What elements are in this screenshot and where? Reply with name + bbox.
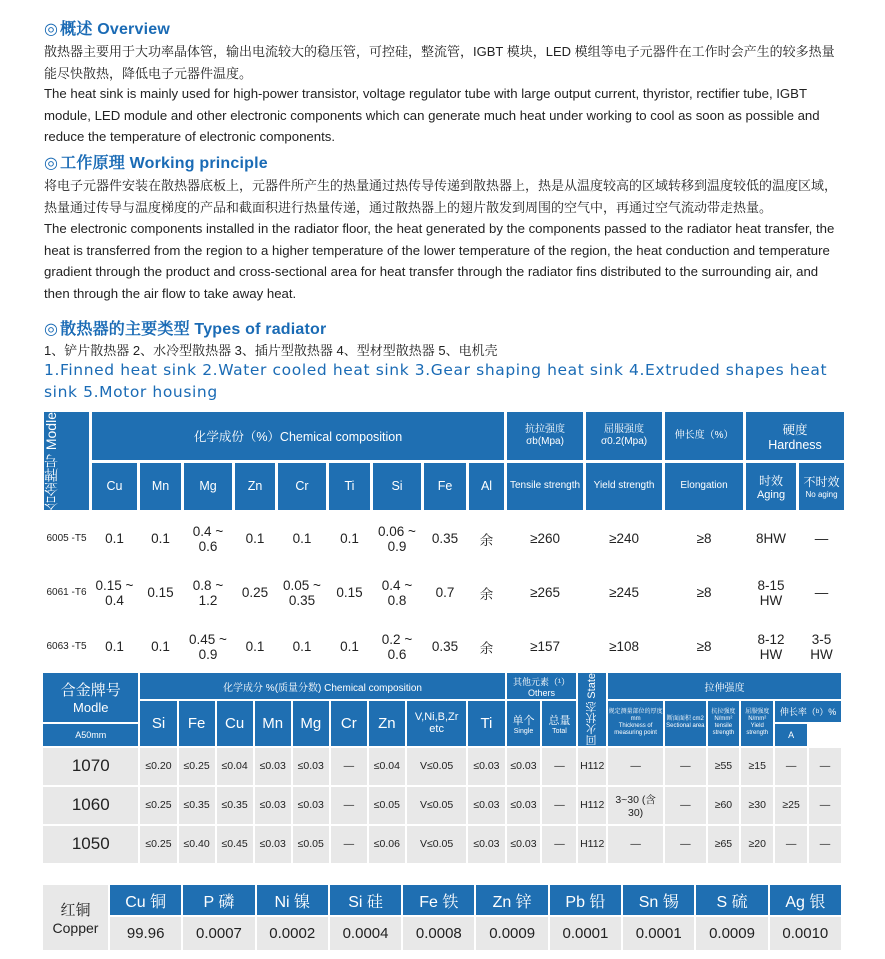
hardness-header: 硬度 Hardness — [746, 412, 844, 460]
element-header: Sn 锡 — [623, 885, 694, 915]
tensile-header: 抗拉强度 N/mm² tensile strength — [708, 701, 740, 746]
element-header: S 硫 — [696, 885, 767, 915]
aging-header: 时效 Aging — [746, 463, 796, 511]
overview-text-zh: 散热器主要用于大功率晶体管，输出电流较大的稳压管，可控硅，整流管，IGBT 模块，LED 模组等电子元器件在工作时会产生的较多热量能尽快散热，降低电子元器件温度。 — [44, 44, 835, 81]
table-row: 6061 -T6 0.15 ~ 0.4 0.15 0.8 ~ 1.2 0.25 0.05 ~ 0.35 0.15 0.4 ~ 0.8 0.7 余 ≥265 ≥245 ≥8 8-15 HW — — [44, 567, 844, 618]
principle-title: ◎ 工作原理 Working principle — [44, 155, 268, 172]
element-header: Ti — [329, 463, 370, 511]
element-header: Fe — [424, 463, 466, 511]
element-header: Cu 铜 — [110, 885, 181, 915]
table-row: 1060 ≤0.25 ≤0.35 ≤0.35 ≤0.03 ≤0.03 — ≤0.05 V≤0.05 ≤0.03 ≤0.03 — H112 3~30 (含30) — ≥60 ≥30 ≥25 — — [43, 787, 841, 824]
element-header: Cr — [278, 463, 326, 511]
a50-header: A50mm — [43, 724, 138, 746]
element-header: Mg — [184, 463, 232, 511]
principle-text-en: The electronic components installed in the radiator floor, the heat generated by the components passed to the radiator heat transfer, the heat is transferred from the region to a higher temperature of the lower temperature of the region, the heat conduction and temperature gradient through the product and cross-sectional area for heat transfer through the radiator fins distributed to the surrounding air, and then through the air flow to take away heat. — [44, 221, 835, 301]
yield-en-header: Yield strength — [586, 463, 662, 511]
copper-label: 红铜 Copper — [43, 885, 108, 950]
table-row: 6063 -T5 0.1 0.1 0.45 ~ 0.9 0.1 0.1 0.1 0.2 ~ 0.6 0.35 余 ≥157 ≥108 ≥8 8-12 HW 3-5 HW — [44, 621, 844, 672]
circle-mark-icon: ◎ — [44, 21, 59, 38]
element-header: Ni 镍 — [257, 885, 328, 915]
a-header: A — [775, 724, 807, 746]
element-header: Al — [469, 463, 504, 511]
tensile-en-header: Tensile strength — [507, 463, 583, 511]
element-header: Pb 铅 — [550, 885, 621, 915]
element-header: Si — [373, 463, 421, 511]
model-header: 合金牌号 Modle — [44, 412, 89, 510]
element-header: P 磷 — [183, 885, 254, 915]
chem-header: 化学成份（%）Chemical composition — [92, 412, 504, 460]
table-row: 99.96 0.0007 0.0002 0.0004 0.0008 0.0009 0.0001 0.0001 0.0009 0.0010 — [43, 917, 841, 950]
state-header: 回火状态 State — [578, 673, 606, 746]
element-header: Ag 银 — [770, 885, 841, 915]
elongation-header: 伸长度（%） — [665, 412, 743, 460]
elongation-en-header: Elongation — [665, 463, 743, 511]
copper-table — [41, 883, 843, 952]
single-header: 单个 Single — [507, 701, 541, 746]
alloy-6000-table — [41, 409, 847, 675]
yield-header: 屈服强度 σ0.2(Mpa) — [586, 412, 662, 460]
table-row: 1070 ≤0.20 ≤0.25 ≤0.04 ≤0.03 ≤0.03 — ≤0.04 V≤0.05 ≤0.03 ≤0.03 — H112 — — ≥55 ≥15 — — — [43, 748, 841, 785]
circle-mark-icon: ◎ — [44, 321, 59, 338]
element-header: Si 硅 — [330, 885, 401, 915]
yield-header: 屈服强度 N/mm² Yield strength — [741, 701, 773, 746]
alloy-1000-table: 合金牌号 Modle 化学成分 %(质量分数) Chemical composition 其他元素（¹） Others 回火状态 State 拉伸强度 Si Fe Cu Mn Mg Cr Zn V,Ni,B,Zr etc Ti 单个 Single 总量 Total 规定测量部位的厚度 mm Thickness of measuring point 断面面积 cm2 Sectional area 抗拉强度 N/mm² tensile strength 屈服强度 N/mm² Yield strength 伸长率（ᵇ）% A50mm A 1070 ≤0.20 ≤0.25 ≤0.04 ≤0.03 ≤0.03 — ≤0.04 V≤0.05 ≤0.03 ≤0.03 — H112 — — ≥55 ≥15 — — 1060 ≤0.25 ≤0.35 ≤0.35 ≤0.03 ≤0.03 — ≤0.05 V≤0.05 ≤0.03 ≤0.03 — H112 3~30 (含30) — ≥60 ≥30 ≥25 — 1050 ≤0.25 ≤0.40 ≤0.45 ≤0.03 ≤0.05 — ≤0.06 V≤0.05 ≤0.03 ≤0.03 — H112 — — ≥65 ≥20 — — — [41, 671, 843, 865]
others-header: 其他元素（¹） Others — [507, 673, 577, 699]
model-header: 合金牌号 Modle — [43, 673, 138, 722]
chem-header: 化学成分 %(质量分数) Chemical composition — [140, 673, 504, 699]
principle-text-zh: 将电子元器件安装在散热器底板上，元器件所产生的热量通过热传导传递到散热器上，热是从温度较高的区域转移到温度较低的温度区域，热量通过传导与温度梯度的产品和截面积进行热量传递，通过散热器上的翅片散发到周围的空气中，再通过空气流动带走热量。 — [44, 178, 838, 215]
elongation-header: 伸长率（ᵇ）% — [775, 701, 841, 722]
element-header: Zn 锌 — [476, 885, 547, 915]
element-header: Cu — [92, 463, 137, 511]
types-list-en: 1.Finned heat sink 2.Water cooled heat sink 3.Gear shaping heat sink 4.Extruded shapes heat sink 5.Motor housing — [44, 361, 828, 401]
element-header: Fe 铁 — [403, 885, 474, 915]
circle-mark-icon: ◎ — [44, 155, 59, 172]
overview-text-en: The heat sink is mainly used for high-power transistor, voltage regulator tube with large output current, thyristor, rectifier tube, IGBT module, LED module and other electronic components which can generate much heat under working to cool as soon as possible and reduce the temperature of electronic components. — [44, 86, 820, 144]
area-header: 断面面积 cm2 Sectional area — [665, 701, 705, 746]
types-title: ◎ 散热器的主要类型 Types of radiator — [44, 321, 327, 338]
types-list-zh: 1、铲片散热器 2、水冷型散热器 3、插片型散热器 4、型材型散热器 5、电机壳 — [44, 343, 498, 358]
table-row: 6005 -T5 0.1 0.1 0.4 ~ 0.6 0.1 0.1 0.1 0.06 ~ 0.9 0.35 余 ≥260 ≥240 ≥8 8HW — — [44, 513, 844, 564]
element-header: Zn — [235, 463, 275, 511]
overview-title: ◎ 概述 Overview — [44, 21, 170, 38]
no-aging-header: 不时效 No aging — [799, 463, 844, 511]
element-header: Mn — [140, 463, 181, 511]
thickness-header: 规定测量部位的厚度 mm Thickness of measuring point — [608, 701, 663, 746]
table-row: 1050 ≤0.25 ≤0.40 ≤0.45 ≤0.03 ≤0.05 — ≤0.06 V≤0.05 ≤0.03 ≤0.03 — H112 — — ≥65 ≥20 — — — [43, 826, 841, 863]
tensile-header: 抗拉强度 σb(Mpa) — [507, 412, 583, 460]
tensile-group-header: 拉伸强度 — [608, 673, 841, 699]
total-header: 总量 Total — [542, 701, 576, 746]
